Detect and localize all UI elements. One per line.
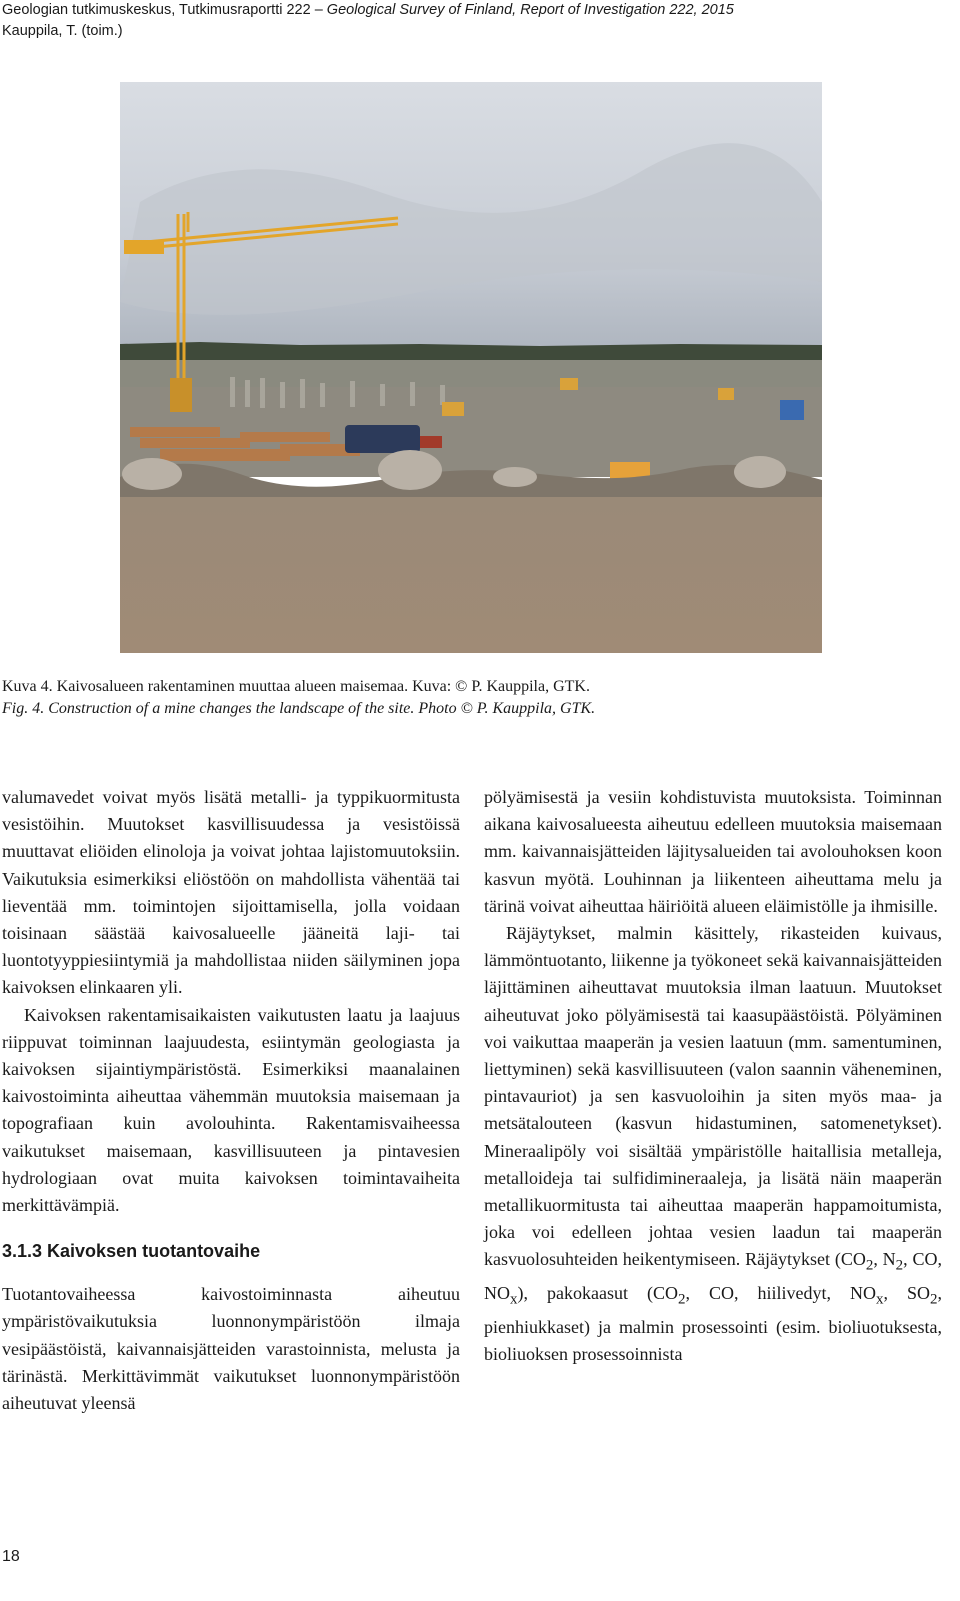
text-run: ), pakokaasut (CO (517, 1283, 678, 1304)
text-run: , SO (883, 1283, 931, 1304)
left-column (2, 784, 460, 1417)
header-journal-fi: Geologian tutkimuskeskus, Tutkimusraportti 222 – (2, 2, 323, 18)
page-number: 18 (2, 1548, 20, 1565)
section-heading: 3.1.3 Kaivoksen tuotantovaihe (2, 1241, 261, 1262)
body-paragraph: Tuotantovaiheessa kaivostoiminnasta aiheutuu ympäristövaikutuksia luonnonympäristöön ilmaja vesipäästöistä, kaivannaisjätteiden varastoinnista, melusta ja tärinästä. Merkittävimmät vaikutukset luonnonympäristöön aiheutuvat yleensä (2, 1284, 460, 1414)
subscript: 2 (677, 1291, 686, 1308)
figure-caption (2, 676, 595, 720)
body-paragraph: pölyämisestä ja vesiin kohdistuvista muutoksista. Toiminnan aikana kaivosalueesta aiheutuu edelleen muutoksia maisemaan mm. kaivannaisjätteiden läjitysalueiden tai avolouhoksen koon kasvun myötä. Louhinnan ja liikenteen aiheuttama melu ja tärinä voivat aiheuttaa häiriöitä alueen eläimistölle ja ihmisille. (484, 787, 942, 916)
right-column (484, 784, 942, 1368)
body-paragraph: Kaivoksen rakentamisaikaisten vaikutusten laatu ja laajuus riippuvat toiminnan laajuudesta, esiintymän geologiasta ja kaivoksen sijaintiympäristöstä. Esimerkiksi maanalainen kaivostoiminta aiheuttaa vähemmän muutoksia maisemaan ja topografiaan kuin avolouhinta. Rakentamisvaiheessa vaikutukset maisemaan, kasvillisuuteen ja pintavesien hydrologiaan ovat muita kaivoksen toimintavaiheita merkittävämpiä. (2, 1004, 460, 1216)
header-journal-en: Geological Survey of Finland, Report of Investigation 222, 2015 (326, 2, 734, 18)
caption-finnish: Kuva 4. Kaivosalueen rakentaminen muuttaa alueen maisemaa. Kuva: © P. Kauppila, GTK. (2, 678, 590, 695)
text-run: , pienhiukkaset) ja malmin prosessointi (esim. bioliuotuksesta, bioliuoksen prosessoinnista (484, 1283, 943, 1365)
header-editor: Kauppila, T. (toim.) (2, 23, 123, 39)
text-run: Räjäytykset, malmin käsittely, rikasteiden kuivaus, lämmöntuotanto, liikenne ja työkoneet sekä kaivannaisjätteiden läjittäminen aiheuttavat muutoksia ilman laatuun. Muutokset aiheutuvat joko pölyämisestä tai kaasupäästöistä. Pölyäminen voi vaikuttaa maaperän ja vesien laatuun (mm. samentuminen, liettyminen) sekä kasvillisuuteen (valon saannin väheneminen, pintavauriot) ja sen kasvuoloihin ja siten myös maa- ja metsätalouteen (kasvun hidastuminen, satomenetykset). Mineraalipöly voi sisältää ympäristölle haitallisia metalleja, metalloideja tai sulfidimineraaleja, ja lisätä näin maaperän metallikuormitusta tai aiheuttaa maaperän happamoitumista, joka voi edelleen johtaa vesien laadun tai maaperän kasvuolosuhteiden heikentymiseen. Räjäytykset (CO (484, 923, 942, 1270)
mine-construction-photo (120, 82, 822, 653)
text-run: , CO, hiilivedyt, NO (685, 1283, 876, 1304)
caption-english: Fig. 4. Construction of a mine changes the landscape of the site. Photo © P. Kauppila, GTK. (2, 700, 596, 717)
subscript: x (510, 1291, 518, 1308)
body-paragraph: valumavedet voivat myös lisätä metalli- ja typpikuormitusta vesistöihin. Muutokset kasvillisuudessa ja vesistöissä muuttavat eliöiden elinoloja ja voivat johtaa lajistomuutoksiin. Vaikutuksia esimerkiksi eliöstöön on mahdollista vähentää tai lieventää mm. toimintojen sijoittamisella, jolla voidaan toisinaan säästää kaivosalueelle jääneitä laji- tai luontotyyppiesiintymiä ja mahdollistaa niiden säilyminen jopa kaivoksen elinkaaren yli. (2, 787, 460, 998)
figure-photo (120, 82, 822, 653)
subscript: 2 (895, 1258, 904, 1275)
subscript: 2 (865, 1258, 874, 1275)
header-line-1 (2, 0, 942, 21)
text-run: , CO, NO (484, 1249, 942, 1304)
subscript: 2 (930, 1291, 938, 1308)
subscript: x (876, 1291, 884, 1308)
running-header (2, 0, 942, 42)
body-paragraph-emissions (484, 920, 942, 1368)
text-run: , N (873, 1249, 896, 1270)
